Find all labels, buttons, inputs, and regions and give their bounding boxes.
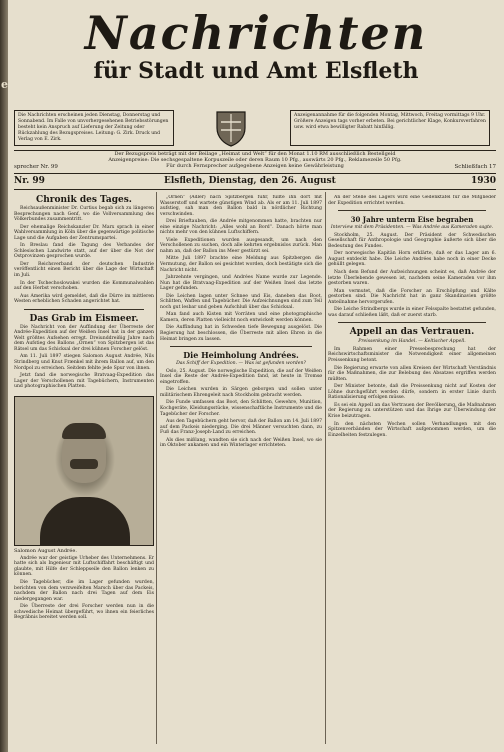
paragraph: Der Reichsverband der deutschen Industrie veröffentlicht einen Bericht über die Lage der Wirtschaft im Juli. bbox=[14, 261, 154, 279]
paragraph: Die Leichen lagen unter Schnee und Eis, daneben das Boot, Schlitten, Waffen und Tagebücher. Die Aufzeichnungen sind zum Teil noch gut lesbar und geben Aufschluß über das Schicksal. bbox=[160, 293, 322, 310]
phone-ads-line: Für durch Fernsprecher aufgegebene Anzeigen keine Gewährleistung bbox=[166, 163, 344, 169]
portrait-photo bbox=[14, 396, 154, 546]
paragraph: Die Funde umfassen das Boot, den Schlitten, Gewehre, Munition, Kochgeräte, Kleidungsstücke, wissenschaftliche Instrumente und die Tagebücher der Forscher. bbox=[160, 400, 322, 417]
edge-letter: e bbox=[1, 78, 8, 91]
paragraph: Oslo, 25. August. Die norwegische Expedition, die auf der Weißen Insel die Reste der Andrée-Expedition fand, ist heute in Tromsø eingetroffen. bbox=[160, 368, 322, 385]
paragraph: An der Stelle des Lagers wird eine Gedenktafel für die Mitglieder der Expedition errichtet werden. bbox=[328, 195, 496, 206]
paragraph: Im Rahmen einer Pressebesprechung hat der Reichswirtschaftsminister die Notwendigkeit einer allgemeinen Preissenkung betont. bbox=[328, 346, 496, 364]
paragraph: Die Regierung erwarte von allen Kreisen der Wirtschaft Verständnis für die Maßnahmen, die zur Belebung des Absatzes ergriffen werden müßten. bbox=[328, 365, 496, 382]
paragraph: Man fand auch Kisten mit Vorräten und eine photographische Kamera, deren Platten vielleicht noch entwickelt werden können. bbox=[160, 312, 322, 323]
column-right bbox=[328, 195, 496, 745]
paragraph: „Örnen“ (Adler) nach Spitzbergen fuhr, füllte ihn dort mit Wasserstoff und wartete günstigen Wind ab. Als er am 11. Juli 1897 aufstieg, sah man den Ballon bald in nördlicher Richtung verschwinden. bbox=[160, 195, 322, 217]
photo-mustache bbox=[70, 459, 98, 469]
paragraph: In Breslau fand die Tagung des Verbandes der Schlesischen Landwirte statt, auf der über die Not der Ostprovinzen gesprochen wurde. bbox=[14, 243, 154, 260]
headline-appell: Appell an das Vertrauen. bbox=[349, 327, 475, 338]
paragraph: Es sei ein Appell an das Vertrauen der Bevölkerung, die Maßnahmen der Regierung zu unterstützen und das Ihrige zur Überwindung der Krise beizutragen. bbox=[328, 402, 496, 419]
divider bbox=[14, 189, 496, 190]
divider bbox=[338, 322, 486, 323]
subheadline: Interview mit dem Präsidenten. — Was Andrée aus Kameraden sagte. bbox=[330, 225, 494, 231]
headline-30-jahre: 30 Jahre unterm Eise begraben bbox=[350, 215, 474, 225]
paragraph: Am 11. Juli 1897 stiegen Salomon August Andrée, Nils Strindberg und Knut Frænkel mit ihrem Ballon auf, um den Nordpol zu erreichen. Seitdem fehlte jede Spur von ihnen. bbox=[14, 354, 154, 371]
paragraph: Der norwegische Kapitän Horn erklärte, daß er das Lager am 6. August entdeckt habe. Die Leiche Andrées habe noch in einer Decke gehüllt gelegen. bbox=[328, 251, 496, 268]
paragraph: Viele Expeditionen wurden ausgesandt, um nach den Verschollenen zu suchen, doch alle kehrten ergebnislos zurück. Man nahm an, daß der Ballon ins Meer gestürzt sei. bbox=[160, 237, 322, 254]
subheadline: Das Schiff der Expedition. — Was ist gefunden worden? bbox=[176, 361, 306, 367]
column-middle bbox=[160, 195, 322, 745]
subscription-price-line: Der Bezugspreis beträgt mit der Beilage „Heimat und Welt“ für den Monat 1.10 RM ausschließlich Bestellgeld bbox=[114, 151, 396, 157]
coat-of-arms-icon bbox=[213, 108, 249, 148]
paragraph: Der ehemalige Reichskanzler Dr. Marx sprach in einer Wahlversammlung in Köln über die gegenwärtige politische Lage und die Aufgaben der Zentrumspartei. bbox=[14, 224, 154, 241]
photo-hair bbox=[62, 423, 106, 439]
paragraph: Stockholm, 25. August. Der Präsident der Schwedischen Gesellschaft für Anthropologie und Geographie äußerte sich über die Bedeutung des Fundes. bbox=[328, 232, 496, 249]
page-edge bbox=[0, 0, 8, 752]
dateline bbox=[14, 176, 496, 188]
paragraph: Drei Brieftauben, die Andrée mitgenommen hatte, brachten nur eine einzige Nachricht: „Alles wohl an Bord“. Danach hörte man nichts mehr von den kühnen Luftschiffern. bbox=[160, 219, 322, 236]
divider bbox=[338, 210, 486, 211]
column-rule bbox=[156, 192, 157, 744]
paragraph: Der Minister betonte, daß die Preissenkung nicht auf Kosten der Löhne durchgeführt werden dürfe, sondern in erster Linie durch Rationalisierung erfolgen müsse. bbox=[328, 384, 496, 401]
paragraph: Als dies mißlang, wandten sie sich nach der Weißen Insel, wo sie im Oktober ankamen und ein Winterlager errichteten. bbox=[160, 437, 322, 449]
divider bbox=[24, 309, 144, 310]
paragraph: Man vermutet, daß die Forscher an Erschöpfung und Kälte gestorben sind. Die Nachricht hat in ganz Skandinavien größte Anteilnahme hervorgerufen. bbox=[328, 288, 496, 305]
ad-price-line: Anzeigenpreise: Die sechsgespaltene Korpuszeile oder deren Raum 10 Pfg., auswärts 20 Pfg., Reklamezeile 50 Pfg. bbox=[108, 157, 402, 163]
phone-number: sprecher Nr. 99 bbox=[14, 164, 58, 170]
paragraph: Die Leichen wurden in Särgen geborgen und sollen unter militärischem Ehrengeleit nach Stockholm gebracht werden. bbox=[160, 387, 322, 398]
paragraph: Jetzt fand die norwegische Bratvaag-Expedition das Lager der Verschollenen mit Tagebüchern, Instrumenten und photographischen Platten. bbox=[14, 373, 154, 390]
paragraph: In den nächsten Wochen sollen Verhandlungen mit den Spitzenverbänden der Wirtschaft aufgenommen werden, um die Einzelheiten festzulegen. bbox=[328, 421, 496, 438]
headline-chronik: Chronik des Tages. bbox=[36, 195, 132, 205]
paragraph: Aus Amerika wird gemeldet, daß die Dürre im mittleren Westen erheblichen Schaden angerichtet hat. bbox=[14, 293, 154, 305]
column-rule bbox=[325, 192, 326, 744]
paragraph: Die Nachricht von der Auffindung der Überreste der Andrée-Expedition auf der Weißen Insel hat in der ganzen Welt größtes Aufsehen erregt. Dreiunddreißig Jahre nach dem Aufstieg des Ballons „Örnen“ von Spitzbergen ist das Rätsel um das Schicksal der drei kühnen Forscher gelöst. bbox=[14, 324, 154, 352]
masthead-subtitle: für Stadt und Amt Elsfleth bbox=[93, 58, 419, 84]
photo-caption: Salomon August Andrée. bbox=[14, 547, 77, 554]
subheadline: Preissenkung im Handel. — Keltischer Appell. bbox=[358, 339, 466, 345]
publication-info-box: Die Nachrichten erscheinen jeden Dienstag, Donnerstag und Sonnabend. Im Falle von unvorhergesehenen Betriebsstörungen besteht kein Anspruch auf Lieferung der Zeitung oder Rückzahlung des Bezugspreises. Leitung: G. Zirk. Druck und Verlag von E. Zirk. bbox=[14, 110, 174, 146]
place-date: Elsfleth, Dienstag, den 26. August bbox=[164, 176, 336, 186]
column-left bbox=[14, 195, 154, 745]
paragraph: In der Tschechoslowakei wurden die Kommunalwahlen auf den Herbst verschoben. bbox=[14, 280, 154, 292]
paragraph: Mitte Juli 1897 brachte eine Meldung aus Spitzbergen die Vermutung, der Ballon sei gesichtet worden, doch bestätigte sich die Nachricht nicht. bbox=[160, 256, 322, 273]
paragraph: Die Leiche Strindbergs wurde in einer Felsspalte bestattet gefunden, was darauf schließen läßt, daß er zuerst starb. bbox=[328, 307, 496, 318]
advertising-info-box: Anzeigenannahme für die folgenden Montag, Mittwoch, Freitag vormittags 9 Uhr. Größere Anzeigen tags vorher erbeten. Bei gerichtlicher Klage, Konkursverfahren usw. wird etwa bewilligter Rabatt hinfällig. bbox=[290, 110, 490, 146]
paragraph: Reichsaußenminister Dr. Curtius begab sich zu längeren Besprechungen nach Genf, wo die Vollversammlung des Völkerbundes zusammentritt. bbox=[14, 206, 154, 223]
headline-grab: Das Grab im Eismeer. bbox=[29, 313, 139, 324]
paragraph: Andrée war der geistige Urheber des Unternehmens. Er hatte sich als Ingenieur mit Luftschiffahrt beschäftigt und glaubte, mit Hilfe der Schleppseile den Ballon lenken zu können. bbox=[14, 555, 154, 578]
po-box: Schließfach 17 bbox=[454, 164, 496, 170]
paragraph: Die Auffindung hat in Schweden tiefe Bewegung ausgelöst. Die Regierung hat beschlossen, die Überreste mit allen Ehren in die Heimat bringen zu lassen. bbox=[160, 325, 322, 342]
photo-coat bbox=[40, 497, 130, 546]
paragraph: Nach dem Befund der Aufzeichnungen scheint es, daß Andrée der letzte Überlebende gewesen ist, nachdem seine Kameraden vor ihm gestorben waren. bbox=[328, 269, 496, 287]
paragraph: Die Überreste der drei Forscher werden nun in die schwedische Heimat übergeführt, wo ihnen ein feierliches Begräbnis bereitet werden soll. bbox=[14, 604, 154, 621]
divider bbox=[170, 346, 312, 347]
paragraph: Die Tagebücher, die im Lager gefunden wurden, berichten von dem verzweifelten Marsch über das Packeis, nachdem der Ballon nach drei Tagen auf dem Eis niedergegangen war. bbox=[14, 579, 154, 602]
divider bbox=[14, 173, 496, 174]
issue-number: Nr. 99 bbox=[14, 176, 45, 186]
headline-heimholung: Die Heimholung Andrées. bbox=[183, 350, 299, 361]
paragraph: Jahrzehnte vergingen, und Andrées Name wurde zur Legende. Nun hat die Bratvaag-Expedition auf der Weißen Insel das letzte Lager gefunden. bbox=[160, 275, 322, 292]
issue-year: 1930 bbox=[470, 176, 496, 186]
masthead-title: Nachrichten bbox=[84, 6, 428, 60]
paragraph: Aus den Tagebüchern geht hervor, daß der Ballon am 14. Juli 1897 auf dem Packeis niederging. Die drei Männer versuchten dann, zu Fuß das Franz-Joseph-Land zu erreichen. bbox=[160, 419, 322, 436]
